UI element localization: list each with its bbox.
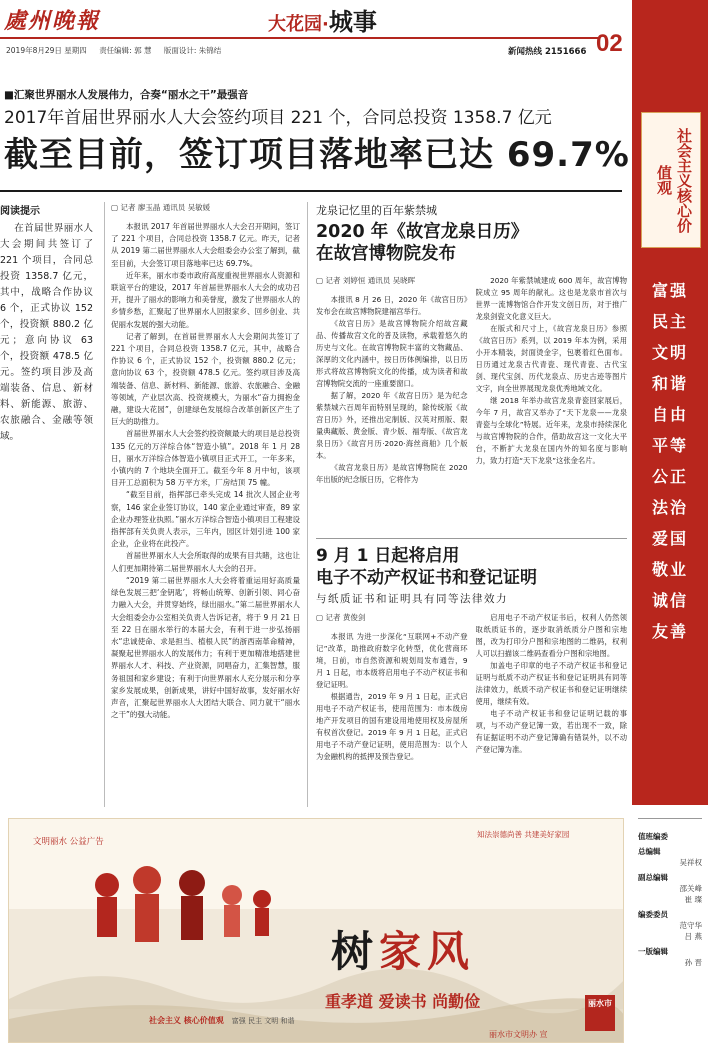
edition-name: 大花园· xyxy=(268,14,329,35)
ad-seal: 丽水市 xyxy=(585,995,615,1031)
story-calendar-title-2[interactable]: 在故宫博物院发布 xyxy=(316,244,456,264)
story-property-col-right xyxy=(476,612,628,763)
story-property-body xyxy=(316,612,627,763)
core-value: 民主 xyxy=(651,312,688,331)
reading-tip-title: 阅读提示 xyxy=(0,206,40,217)
editorial-staff xyxy=(638,818,702,1043)
story-property-col-left xyxy=(316,612,468,763)
editor-role: 副总编辑 xyxy=(638,873,668,882)
core-value: 文明 xyxy=(651,343,688,362)
article-paragraph: 据了解，2020 年《故宫日历》是为纪念紫禁城六百周年而特别呈现的，除传统版《故宫日历》外，还推出定制版、汉英对照版、限量典藏版、黄金版、青少版、福寿版、《故宫龙泉日历》《故宫月历·2020·海丝商舶》几个版本。 xyxy=(316,391,468,460)
core-value: 友善 xyxy=(651,622,688,641)
reading-tip-body: 在首届世界丽水人大会期间共签订了 221 个项目，合同总投资 1358.7 亿元，其中，战略合作协议 6 个，正式协议 152 个，投资额 880.2 亿元；意向协议 63 个，投资额 478.5 亿元。签约项目涉及高端装备、信息、新材料、新能源、旅游、农旅融合、金融等领域。 xyxy=(0,223,93,442)
lead-byline: ▢ 记者 廖玉晶 通讯员 吴敏媛 xyxy=(111,203,211,212)
article-paragraph: 首届世界丽水人大会签约投资额最大的项目是总投资 135 亿元的万洋综合体“智造小镇”。2018 年 1 月 28 日，丽水万洋综合体智造小镇项目正式开工，一年多来，小镇内的 7 个地块全面开工。截至今年 8 月中旬，该项目开工总面积为 58 万平方米，厂房结顶 75 幢。 xyxy=(111,429,300,488)
ad-family-illustration xyxy=(67,845,287,965)
story-property-byline: ▢ 记者 黄俊剑 xyxy=(316,613,366,622)
article-paragraph: 本报讯 为进一步深化“互联网+不动产登记”改革，助推政府数字化转型，优化营商环境，日前，市自然资源和规划局发布通告，9 月 1 日起，市本级将启用电子不动产权证书和登记证明。 xyxy=(316,632,468,689)
editor-role: 总编辑 xyxy=(638,847,661,856)
article-paragraph: 电子不动产权证书和登记证明记载的事项，与不动产登记簿一致，若出现不一致，除有证据证明不动产登记簿确有错误外，以不动产登记簿为准。 xyxy=(475,709,627,754)
story-calendar-col-right xyxy=(476,275,628,486)
article-paragraph: 《故宫龙泉日历》是故宫博物院在 2020 年出版的纪念版日历，它将作为 xyxy=(316,463,468,484)
core-value: 和谐 xyxy=(651,374,688,393)
article-paragraph: 2020 年紫禁城建成 600 周年，故宫博物院成立 95 周年的献礼。这也是龙泉市首次与世界一流博物馆合作开发文创日历，对于推广龙泉剑瓷文化意义巨大。 xyxy=(475,276,627,321)
article-paragraph: 加盖电子印章的电子不动产权证书和登记证明与纸质不动产权证书和登记证明具有同等法律效力，纸质不动产权证书和登记证明继续使用，继续有效。 xyxy=(475,661,627,706)
headline-rule xyxy=(0,190,622,192)
article-paragraph: “截至目前，指挥部已牵头完成 14 批次人园企业考察，146 家企业签订协议，140 家企业通过审查，89 家企业办理签业执照。”丽水万洋综合智造小镇项目工程建设指挥部有关负责人表示，三年内，园区计划引进 100 家企业，企业将在此投产。 xyxy=(111,490,300,549)
lead-article xyxy=(104,202,300,807)
core-value: 法治 xyxy=(651,498,688,517)
news-hotline: 新闻热线 2151666 xyxy=(508,47,587,57)
lead-kicker: ■汇聚世界丽水人发展伟力，合奏“丽水之干”最强音 xyxy=(4,89,249,101)
article-paragraph: “2019 第二届世界丽水人大会将着重运用好高质量绿色发展三把‘金钥匙’，将畅山统筹、创新引领、同心奋力融入大会，并贯穿始终，绿出丽水。”第二届世界丽水人大会组委会办公室相关负责人告诉记者，将于 9 月 21 日至 22 日在丽水举行的本届大会，有利于进一步弘扬丽水“忠诚使命、求是担当、植根人民”的浙西南革命精神，凝聚起世界丽水人的发展伟力；有利于更加精准地搭建世界丽水人才、科技、产业资源，同唱奋力，汇集智慧，服务祖国和家乡建设；有利于向世界丽水人充分展示和分享家乡发展成果，创新成果，讲好中国好故事，发好丽水好声音，汇聚起世界丽水人大团结大联合、同力就干“丽水之干”的强大动能。 xyxy=(111,575,300,720)
article-paragraph: 继 2018 年举办故宫龙泉青瓷回家展后，今年 7 月，故宫又举办了“天下龙泉——龙泉青瓷与全球化”特展。近年来，龙泉市持续深化与故宫博物院的合作，借助故宫这一文化大平台，不断扩大龙泉在国内外的知名度与影响力，致力打造“天下龙泉”这张金名片。 xyxy=(475,396,627,465)
core-value: 爱国 xyxy=(651,529,688,548)
ad-bottom-left xyxy=(149,1015,294,1026)
ad-slogan xyxy=(331,919,475,979)
story-calendar-kicker: 龙泉记忆里的百年紫禁城 xyxy=(316,204,437,217)
editor-name: 邵关峰 xyxy=(679,884,702,893)
editor-name: 崔 璨 xyxy=(684,895,702,904)
ad-subslogan: 重孝道 爱读书 尚勤俭 xyxy=(325,992,481,1011)
core-value: 自由 xyxy=(651,405,688,424)
story-property-title-1[interactable]: 9 月 1 日起将启用 xyxy=(316,546,460,566)
editor-name: 吕 燕 xyxy=(684,932,702,941)
public-service-ad[interactable] xyxy=(8,818,624,1043)
core-value: 富强 xyxy=(651,281,688,300)
article-paragraph: 记者了解到，在首届世界丽水人大会期间共签订了 221 个项目，合同总投资 1358.7 亿元，其中，战略合作协议 6 个，正式协议 152 个，投资额 880.2 亿元；意向协议 63 个，投资额 478.5 亿元。签约项目涉及高端装备、信息、新材料、新能源、旅游、农旅融合、金融等领域，产业层次高、投资规模大，为丽水“奋力拥抱金融，建设大花园”，创建绿色发展综合改革创新区产生了巨大的助推力。 xyxy=(111,331,300,427)
masthead-meta xyxy=(6,45,231,56)
issue-date: 2019年8月29日 星期四 xyxy=(6,46,87,55)
lead-subhead: 2017年首届世界丽水人大会签约项目 221 个，合同总投资 1358.7 亿元 xyxy=(4,108,552,128)
article-paragraph: 本报讯 2017 年首届世界丽水人大会召开期间，签订了 221 个项目，合同总投资 1358.7 亿元。昨天，记者从 2019 第二届世界丽水人大会组委会办公室了解到，截至目前，大会签订项目落地率已达 69.7%。 xyxy=(111,222,300,268)
ad-right-tag: 知法崇德尚善 共建美好家园 xyxy=(477,830,570,839)
core-values-list xyxy=(632,278,708,650)
ad-bottom-text: 富强 民主 文明 和谐 xyxy=(231,1017,295,1025)
article-paragraph: 近年来，丽水市委市政府高度重视世界丽水人资源和联谊平台的建设，2017 年首届世界丽水人大会的成功召开，提升了丽水的影响力和美誉度，激发了世界丽水人的乡情乡愁，汇聚起了世界丽水人回报家乡、回乡创业、共促丽水发展的强大动能。 xyxy=(111,270,300,329)
core-value: 公正 xyxy=(651,467,688,486)
masthead xyxy=(0,0,708,57)
ad-footer: 丽水市文明办 宣 xyxy=(489,1030,548,1039)
story-calendar-body xyxy=(316,275,627,486)
edition-title xyxy=(268,2,468,38)
article-paragraph: 根据通告，2019 年 9 月 1 日起，正式启用电子不动产权证书，使用范围为：市本级房地产开发项目的国有建设用地使用权及房屋所有权首次登记。2019 年 9 月 1 日起，正式启用电子不动产登记证明，使用范围为：以个人为金融机构的抵押及预告登记。 xyxy=(316,692,468,761)
story-property xyxy=(316,538,627,800)
ad-tag: 文明丽水 公益广告 xyxy=(33,837,104,847)
core-value: 敬业 xyxy=(651,560,688,579)
lead-headline[interactable]: 截至目前，签订项目落地率已达 69.7% xyxy=(4,135,630,175)
editor-role: 值班编委 xyxy=(638,832,668,841)
reading-tip xyxy=(0,202,93,442)
masthead-rule xyxy=(0,37,600,39)
editor-name: 孙 晋 xyxy=(684,958,702,967)
story-calendar-col-left xyxy=(316,275,468,486)
chief-editor: 责任编辑: 郭 慧 xyxy=(99,46,152,55)
article-paragraph: 在版式和尺寸上，《故宫龙泉日历》参照《故宫日历》系列，以 2019 年本为例，采用小开本精装，封面烫金字，包裹着红色面布。日历通过龙泉古代青瓷、现代青瓷、古代宝剑、现代宝剑、历代龙泉点、历史古迹等图片文字，向全世界展现龙泉优秀地域文化。 xyxy=(475,324,627,393)
ad-slogan-a: 树 xyxy=(331,927,380,976)
article-paragraph: 本报讯 8 月 26 日，2020 年《故宫日历》发布会在故宫博物院建福宫举行。 xyxy=(316,295,468,316)
right-column xyxy=(307,202,627,807)
core-value: 诚信 xyxy=(651,591,688,610)
story-calendar xyxy=(316,202,627,532)
ad-slogan-b: 家风 xyxy=(379,927,476,976)
page-number: 02 xyxy=(596,30,623,57)
article-paragraph: 首届世界丽水人大会所取得的成果有目共睹，这也让人们更加期待第二届世界丽水人大会的召开。 xyxy=(111,551,300,573)
editor-role: 编委委员 xyxy=(638,910,668,919)
editor-name: 范守华 xyxy=(679,921,702,930)
story-property-subtitle: 与纸质证书和证明具有同等法律效力 xyxy=(316,593,508,605)
core-value: 平等 xyxy=(651,436,688,455)
editor-name: 吴祥权 xyxy=(679,858,702,867)
story-property-title-2[interactable]: 电子不动产权证书和登记证明 xyxy=(316,568,537,588)
layout-editor: 版面设计: 朱锦结 xyxy=(163,46,222,55)
story-calendar-title-1[interactable]: 2020 年《故宫龙泉日历》 xyxy=(316,222,529,242)
ad-bottom-brand: 社会主义 核心价值观 xyxy=(149,1016,224,1025)
article-paragraph: 《故宫日历》是故宫博物院介绍故宫藏品、传播故宫文化的普及读物，承载着悠久的历史与文化。在故宫博物院丰富的文物藏品、深厚的文化内涵中，按日历体例编排，以日历形式将故宫博物院文化的传播，成为读者和故宫博物院交流的一座重要窗口。 xyxy=(316,319,468,388)
core-values-slogan: 社会主义核心价值观 xyxy=(641,112,701,248)
editor-role: 一版编辑 xyxy=(638,947,668,956)
newspaper-logo[interactable]: 處州晚報 xyxy=(4,8,101,32)
article-paragraph: 启用电子不动产权证书后，权利人仍然领取纸质证书的，逐步取消纸质分户图和宗地图，改为打印分户图和宗地图的二维码，权利人可以扫描该二维码查看分户图和宗地图。 xyxy=(475,613,627,658)
edition-section: 城事 xyxy=(328,7,377,36)
story-calendar-byline: ▢ 记者 刘婷恒 通讯员 吴晓晖 xyxy=(316,276,416,285)
